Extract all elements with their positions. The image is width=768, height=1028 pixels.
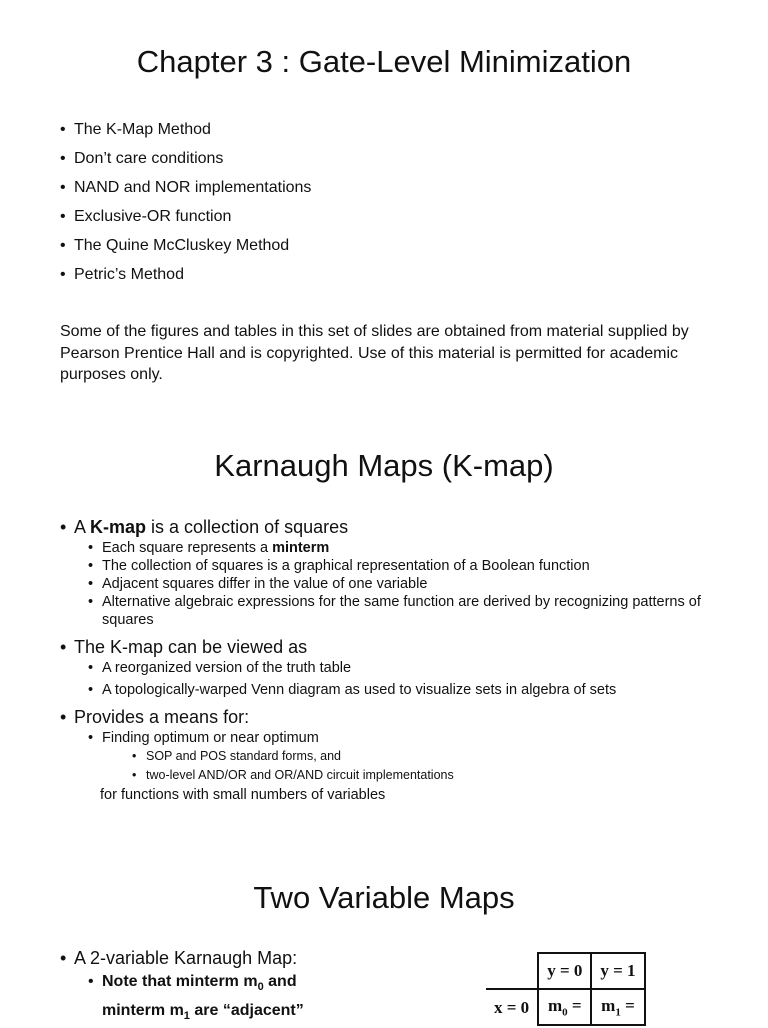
slide-1-title: Chapter 3 : Gate-Level Minimization [136, 44, 632, 79]
two-variable-content [60, 946, 342, 1028]
sub-bullet: • The collection of squares is a graphical representation of a Boolean function [88, 557, 740, 575]
list-item: • Exclusive-OR function [60, 207, 311, 236]
slide-3-title: Two Variable Maps [253, 880, 515, 915]
sub-bullet: • Each square represents a minterm [88, 539, 740, 557]
sub-bullet: • Adjacent squares differ in the value of one variable [88, 575, 740, 593]
kmap-tail-text: for functions with small numbers of variables [100, 787, 386, 803]
slide-2-title: Karnaugh Maps (K-map) [214, 448, 554, 483]
bullet-two-var: • A 2-variable Karnaugh Map: [60, 946, 342, 970]
kmap-row-header: x = 0 [486, 989, 538, 1025]
list-item: • Petric’s Method [60, 265, 311, 294]
kmap-cell-m1: $m_1$ = [591, 989, 644, 1025]
bullet-kmap-viewed: • The K-map can be viewed as • A reorganized version of the truth table • A topologically-warped Venn diagram as used to visualize sets in algebra of sets [60, 635, 740, 699]
list-item: • NAND and NOR implementations [60, 178, 311, 207]
bullet-kmap-definition: • A K-map is a collection of squares • Each square represents a minterm • The collection of squares is a graphical representation of a Boolean function • Adjacent squares differ in the value of one variable • Alternative algebraic expressions for the same function are derived by recognizing patterns of squares [60, 515, 740, 629]
sub-bullet: • A reorganized version of the truth table [88, 659, 740, 677]
sub-bullet: • Finding optimum or near optimum • SOP and POS standard forms, and • two-level AND/OR and OR/AND circuit implementations [88, 729, 740, 785]
sub-sub-bullet: • SOP and POS standard forms, and [132, 747, 740, 766]
copyright-note: Some of the figures and tables in this set of slides are obtained from material supplied by Pearson Prentice Hall and is copyrighted. Use of this material is permitted for academic purposes only. [60, 323, 689, 383]
kmap-cell-m0: $m_0$ = [538, 989, 591, 1025]
list-item: • The Quine McCluskey Method [60, 236, 311, 265]
bullet-provides: • Provides a means for: • Finding optimum or near optimum • SOP and POS standard forms, and • two-level AND/OR and OR/AND circuit implementations for functions with small numbers of variables [60, 705, 740, 805]
list-item: • The K-Map Method [60, 120, 311, 149]
kmap-col-header: y = 0 [538, 953, 591, 989]
sub-bullet: • Alternative algebraic expressions for the same function are derived by recognizing patterns of squares [88, 593, 740, 629]
kmap-corner [486, 953, 538, 989]
sub-sub-bullet: • two-level AND/OR and OR/AND circuit implementations [132, 766, 740, 785]
kmap-content [60, 515, 740, 805]
sub-bullet-adjacent: • Note that minterm $m_0$ and minterm $m_1$ are “adjacent” [88, 970, 342, 1028]
topic-list [60, 120, 311, 294]
two-variable-kmap [486, 952, 646, 1026]
sub-bullet: • A topologically-warped Venn diagram as used to visualize sets in algebra of sets [88, 681, 740, 699]
list-item: • Don’t care conditions [60, 149, 311, 178]
kmap-col-header: y = 1 [591, 953, 644, 989]
